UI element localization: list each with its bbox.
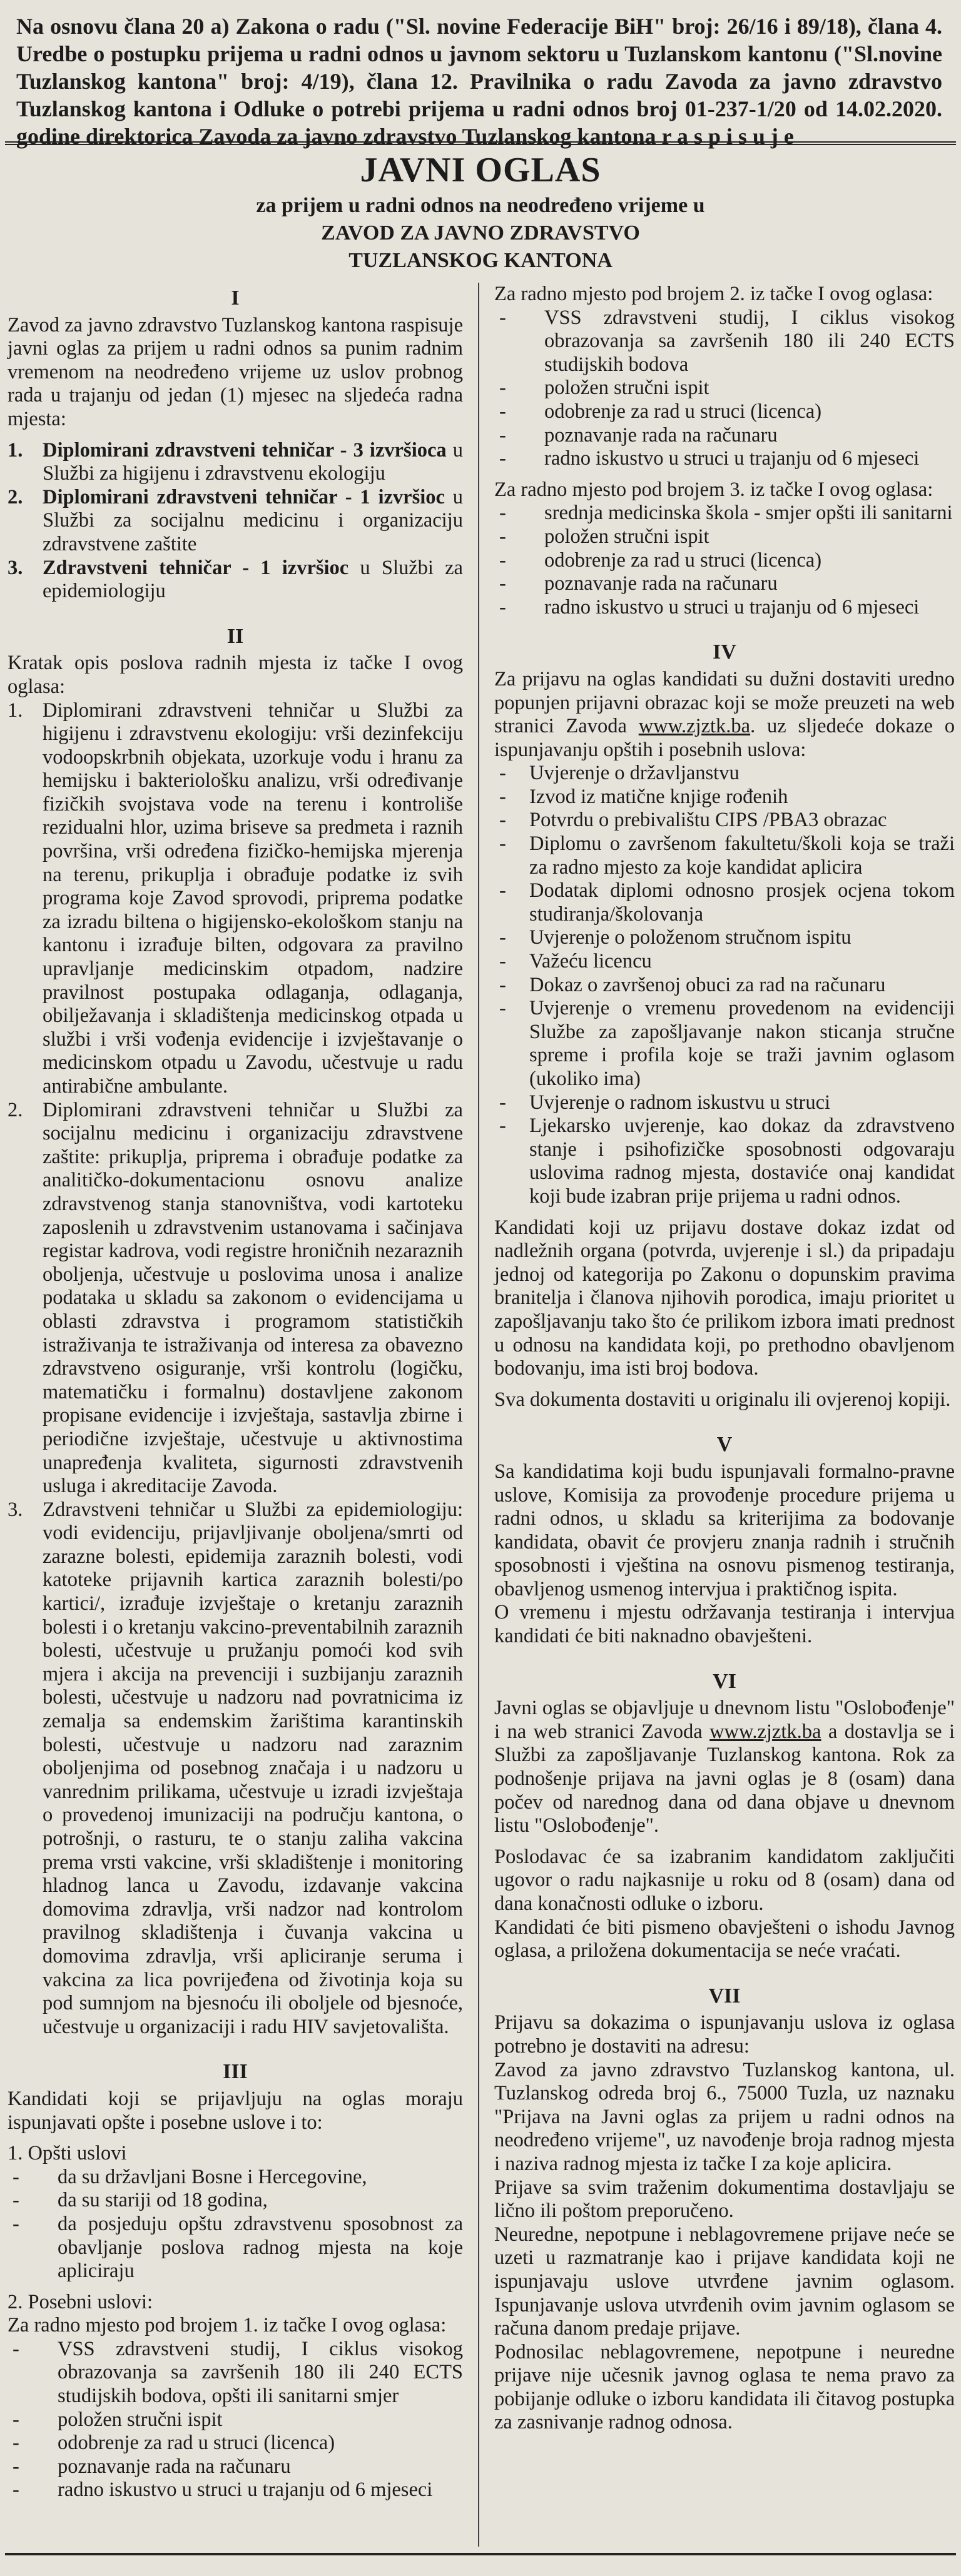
- section-vii-address: Zavod za javno zdravstvo Tuzlanskog kantona, ul. Tuzlanskog odreda broj 6., 75000 Tuzla, uz naznaku "Prijava na Javni oglas za prijem u radni odnos na neodređeno vrijeme", uz navođenje broja radnog mjesta i naziva radnog mjesta iz tačke I za koje aplicira.: [494, 2058, 955, 2175]
- section-heading-iii: III: [223, 2060, 248, 2084]
- section-v-notice: O vremenu i mjestu održavanja testiranja i intervjua kandidati će biti naknadno obavješteni.: [494, 1601, 955, 1648]
- legal-basis-intro: Na osnovu člana 20 a) Zakona o radu ("Sl. novine Federacije BiH" broj: 26/16 i 89/18), člana 4. Uredbe o postupku prijema u radni odnos u javnom sektoru u Tuzlanskom kantonu ("Sl.novine Tuzlanskog kantona" broj: 4/19), člana 12. Pravilnika o radu Zavoda za javno zdravstvo Tuzlanskog kantona i Odluke o potrebi prijema u radni odnos broj 01-237-1/20 od 14.02.2020. godine direktorica Zavoda za javno zdravstvo Tuzlanskog kantona r a s p i s u j e: [16, 14, 942, 149]
- position-3-conditions-label: Za radno mjesto pod brojem 3. iz tačke I ovog oglasa:: [494, 478, 933, 501]
- website-link[interactable]: www.zjztk.ba: [638, 715, 751, 738]
- section-iv-priority-text: Kandidati koji uz prijavu dostave dokaz izdat od nadležnih organa (potvrda, uvjerenje i sl.) da pripadaju jednoj od kategorija po Zakonu o dopunskim pravima branitelja i članova njihovih porodica, imaju prioritet u zapošljavanju tako što će prilikom izbora imati prednost u odnosu na kandidata koji, po prethodno obavljenom bodovanju, ima isti broj bodova.: [494, 1216, 955, 1380]
- subtitle-line-3: TUZLANSKOG KANTONA: [348, 249, 613, 272]
- section-heading-iv: IV: [713, 640, 736, 664]
- position-unit: u Službi za higijenu i zdravstvenu ekologiju: [43, 438, 464, 485]
- list-item: - VSS zdravstveni studij, I ciklus visokog obrazovanja sa završenih 180 ili 240 ECTS studijskih bodova, opšti ili sanitarni smjer: [13, 2337, 463, 2408]
- section-vi-contract-text: Poslodavac će sa izabranim kandidatom zaključiti ugovor o radu najkasnije u roku od 8 (osam) dana od dana konačnosti odluke o izboru.: [494, 1845, 955, 1915]
- section-vii-invalid-applications: Neuredne, nepotpune i neblagovremene prijave neće se uzeti u razmatranje kao i prijave kandidata koji ne ispunjavaju uslove utvrđene javnim oglasom. Ispunjavanje uslova utvrđenih ovim javnim oglasom se računa danom predaje prijave.: [494, 2223, 955, 2340]
- special-conditions-label: 2. Posebni uslovi:: [8, 2290, 153, 2313]
- website-link[interactable]: www.zjztk.ba: [709, 1720, 821, 1743]
- top-rule: [5, 141, 956, 145]
- section-iii-intro: Kandidati koji se prijavljuju na oglas moraju ispunjavati opšte i posebne uslove i to:: [8, 2087, 463, 2134]
- job-description-item: 3. Zdravstveni tehničar u Službi za epidemiologiju: vodi evidenciju, prijavljivanje oboljena/smrti od zarazne bolesti, epidemija zaraznih bolesti, vodi katoteke prijavnih kartica zaraznih bolesti/po kartici/, izrađuje izvještaje o kretanju zaraznih bolesti i o kretanju vakcino-preventabilnih zaraznih bolesti, učestvuje u pružanju pomoći kod svih mjera i akcija na prevenciji i suzbijanju zaraznih bolesti, učestvuje u nadzoru nad povratnicima iz zemalja sa endemskim žarištima karantinskih bolesti, učestvuje u nadzoru nad zaraznim oboljenjima od posebnog značaja i u nadzoru u vanrednim prilikama, učestvuje u izradi izvještaja o provedenoj imunizaciji na području kantona, o potrošnji, o rasturu, te o stanju zaliha vakcina prema vrsti vakcine, vrši skladištenje i monitoring hladnog lanca u Zavodu, izdavanje vakcina domovima zdravlja, vrši nadzor nad kontrolom pravilnog skladištenja i čuvanja vakcina u domovima zdravlja, vrši apliciranje seruma i vakcina za lica povrijeđena od životinja koja su pod sumnjom na bjesnoću ili oboljele od bjesnoće, učestvuje u organizaciji i radu HIV savjetovališta.: [8, 1498, 463, 2038]
- position-title: Diplomirani zdravstveni tehničar - 3 izvršioca: [43, 438, 447, 462]
- subtitle-line-2: ZAVOD ZA JAVNO ZDRAVSTVO: [321, 221, 640, 245]
- section-vii-delivery: Prijave sa svim traženim dokumentima dostavljaju se lično ili poštom preporučeno.: [494, 2176, 955, 2223]
- list-item: - odobrenje za rad u struci (licenca): [499, 400, 822, 423]
- position-1-conditions-list: [8, 2338, 463, 2502]
- list-item: - poznavanje rada na računaru: [499, 572, 778, 595]
- section-ii-intro: Kratak opis poslova radnih mjesta iz tačke I ovog oglasa:: [8, 652, 463, 698]
- position-item: 1. Diplomirani zdravstveni tehničar - 3 izvršioca u Službi za higijenu i zdravstvenu ekologiju: [8, 438, 464, 485]
- job-description-item: 2. Diplomirani zdravstveni tehničar u Službi za socijalnu medicinu i organizaciju zdravstvene zaštite: prikuplja, priprema i obrađuje podatke za analitičko-dokumentacionu osnovu analize zdravstvenog stanja stanovništva, vodi kartoteku zaposlenih u zdravstvenim ustanovama i sačinjava registar kadrova, vodi registre hroničnih nezaraznih oboljenja, učestvuje u poslovima unosa i analize podataka u skladu sa zakonom o evidencijama u oblasti zdravstva i programom statističkih istraživanja te istraživanja od interesa za obavezno zdravstveno osiguranje, vrši kontrolu (logičku, matematičku i formalnu) dostavljene zakonom propisane evidencije i izvještaja, sastavlja zbirne i periodične izvještaje, učestvuje u aktivnostima unapređenja kvaliteta, sigurnosti zdravstvenih usluga i akreditacije Zavoda.: [8, 1098, 463, 1498]
- list-item: - Uvjerenje o državljanstvu: [499, 762, 740, 785]
- position-unit: u Službi za socijalnu medicinu i organizaciju zdravstvene zaštite: [43, 485, 464, 555]
- section-heading-vi: VI: [713, 1669, 736, 1693]
- positions-list: [8, 439, 463, 604]
- position-3-conditions-list: [494, 502, 955, 619]
- list-item: - Važeću licencu: [499, 950, 652, 973]
- left-column: [8, 283, 463, 2502]
- section-heading-vii: VII: [708, 1984, 741, 2008]
- position-1-conditions-label: Za radno mjesto pod brojem 1. iz tačke I ovog oglasa:: [8, 2314, 447, 2337]
- list-item: - da su državljani Bosne i Hercegovine,: [13, 2165, 367, 2188]
- required-documents-list: [494, 762, 955, 1208]
- list-item: - Dodatak diplomi odnosno prosjek ocjena tokom studiranja/školovanja: [499, 879, 955, 926]
- section-heading-v: V: [716, 1433, 733, 1457]
- list-item: - VSS zdravstveni studij, I ciklus visokog obrazovanja sa završenih 180 ili 240 ECTS studijskih bodova: [499, 306, 955, 376]
- section-vii-intro: Prijavu sa dokazima o ispunjavanju uslova iz oglasa potrebno je dostaviti na adresu:: [494, 2011, 955, 2058]
- announcement-title: JAVNI OGLAS: [360, 151, 601, 189]
- list-item: - poznavanje rada na računaru: [13, 2455, 291, 2478]
- section-i-text: Zavod za javno zdravstvo Tuzlanskog kantona raspisuje javni oglas za prijem u radni odnos sa punim radnim vremenom na neodređeno vrijeme uz uslov probnog rada u trajanju od jedan (1) mjesec na sljedeća radna mjesta:: [8, 313, 463, 430]
- title-block: [0, 150, 961, 273]
- general-conditions-label: 1. Opšti uslovi: [8, 2142, 127, 2165]
- section-iv-intro: Za prijavu na oglas kandidati su dužni dostaviti uredno popunjen prijavni obrazac koji se može preuzeti na web stranici Zavoda www.zjztk.ba. uz sljedeće dokaze o ispunjavanju opštih i posebnih uslova:: [494, 667, 955, 761]
- list-item: - Izvod iz matične knjige rođenih: [499, 785, 788, 808]
- job-description-item: 1. Diplomirani zdravstveni tehničar u Službi za higijenu i zdravstvenu ekologiju: vrši dezinfekciju vodoopskrbnih objekata, uzorkuje vodu i hranu za hemijsku i bakteriološku analizu, vrši određivanje fizičkih svojstava vode na terenu i kontroliše rezidualni hlor, uzima briseve sa predmeta i raznih površina, vrši određena fizičko-hemijska mjerenja na terenu, prikuplja i obrađuje podatke iz svih programa koje Zavod sprovodi, priprema podatke za izradu biltena o higijensko-ekološkom stanju na kantonu i izrađuje bilten, odgovara za pravilno upravljanje medicinskim otpadom, nadzire pravilnost postupaka odlaganja, odlaganja, obilježavanja i skladištenja medicinskog otpada u službi i vrši vođenja evidencije i izvještavanje o medicinskom otpadu u Zavodu, učestvuje u radu antirabične ambulante.: [8, 699, 463, 1098]
- list-item: - Uvjerenje o vremenu provedenom na evidenciji Službe za zapošljavanje nakon sticanja stručne spreme i profila koje se traži javnim oglasom (ukoliko ima): [499, 997, 955, 1090]
- list-item: - radno iskustvo u struci u trajanju od 6 mjeseci: [499, 447, 920, 470]
- section-vi-outcome-text: Kandidati će biti pismeno obavješteni o ishodu Javnog oglasa, a priložena dokumentacija se neće vraćati.: [494, 1916, 955, 1962]
- position-unit: u Službi za epidemiologiju: [43, 556, 463, 603]
- position-title: Zdravstveni tehničar - 1 izvršioc: [43, 556, 349, 579]
- list-item: - srednja medicinska škola - smjer opšti ili sanitarni: [499, 502, 953, 525]
- list-item: - radno iskustvo u struci u trajanju od 6 mjeseci: [499, 595, 920, 619]
- list-item: - poznavanje rada na računaru: [499, 423, 778, 447]
- list-item: - da posjeduju opštu zdravstvenu sposobnost za obavljanje poslova radnog mjesta na koje apliciraju: [13, 2212, 463, 2283]
- position-title: Diplomirani zdravstveni tehničar - 1 izvršioc: [43, 485, 445, 508]
- list-item: - odobrenje za rad u struci (licenca): [499, 548, 822, 572]
- bottom-rule: [5, 2553, 956, 2555]
- section-vii-rights-note: Podnosilac neblagovremene, nepotpune i neuredne prijave nije učesnik javnog oglasa te nema pravo za pobijanje odluke o izboru kandidata ili čitavog postupka za zasnivanje radnog odnosa.: [494, 2340, 955, 2434]
- general-conditions-list: [8, 2166, 463, 2283]
- list-item: - Dokaz o završenoj obuci za rad na računaru: [499, 973, 886, 996]
- list-item: - Potvrdu o prebivalištu CIPS /PBA3 obrazac: [499, 809, 887, 832]
- section-vi-publication-text: Javni oglas se objavljuje u dnevnom listu "Oslobođenje" i na web stranici Zavoda www.zjztk.ba a dostavlja se i Službi za zapošljavanje Tuzlanskog kantona. Rok za podnošenje prijava na javni oglas je 8 (osam) dana počev od narednog dana od dana objave u dnevnom listu "Oslobođenje".: [494, 1697, 955, 1837]
- list-item: - položen stručni ispit: [13, 2408, 223, 2431]
- list-item: - Uvjerenje o radnom iskustvu u struci: [499, 1091, 831, 1114]
- right-column: [494, 283, 955, 2435]
- list-item: - položen stručni ispit: [499, 525, 709, 548]
- position-2-conditions-list: [494, 306, 955, 471]
- list-item: - Diplomu o završenom fakultetu/školi koja se traži za radno mjesto za koje kandidat aplicira: [499, 832, 955, 879]
- list-item: - Uvjerenje o položenom stručnom ispitu: [499, 926, 852, 949]
- position-item: 2. Diplomirani zdravstveni tehničar - 1 izvršioc u Službi za socijalnu medicinu i organizaciju zdravstvene zaštite: [8, 485, 464, 555]
- list-item: - odobrenje za rad u struci (licenca): [13, 2432, 335, 2455]
- list-item: - položen stručni ispit: [499, 376, 709, 400]
- section-heading-i: I: [231, 286, 240, 310]
- column-divider: [478, 283, 479, 2547]
- list-item: - radno iskustvo u struci u trajanju od 6 mjeseci: [13, 2478, 433, 2502]
- section-v-text: Sa kandidatima koji budu ispunjavali formalno-pravne uslove, Komisija za provođenje procedure prijema u radni odnos, u skladu sa kriterijima za bodovanje kandidata, obavit će provjeru znanja radnih i stručnih sposobnosti i vještina na osnovu pismenog testiranja, obavljenog usmenog intervjua i praktičnog ispita.: [494, 1460, 955, 1600]
- list-item: - da su stariji od 18 godina,: [13, 2189, 268, 2212]
- section-heading-ii: II: [226, 624, 244, 648]
- job-descriptions-list: [8, 699, 463, 2039]
- list-item: - Ljekarsko uvjerenje, kao dokaz da zdravstveno stanje i psihofizičke sposobnosti odgovaraju uslovima radnog mjesta, dostaviće onaj kandidat koji bude izabran prije prijema u radni odnos.: [499, 1114, 955, 1208]
- position-item: 3. Zdravstveni tehničar - 1 izvršioc u Službi za epidemiologiju: [8, 556, 463, 603]
- position-2-conditions-label: Za radno mjesto pod brojem 2. iz tačke I ovog oglasa:: [494, 283, 933, 305]
- subtitle-line-1: za prijem u radni odnos na neodređeno vrijeme u: [256, 194, 705, 217]
- section-iv-original-docs-note: Sva dokumenta dostaviti u originalu ili ovjerenoj kopiji.: [494, 1388, 951, 1411]
